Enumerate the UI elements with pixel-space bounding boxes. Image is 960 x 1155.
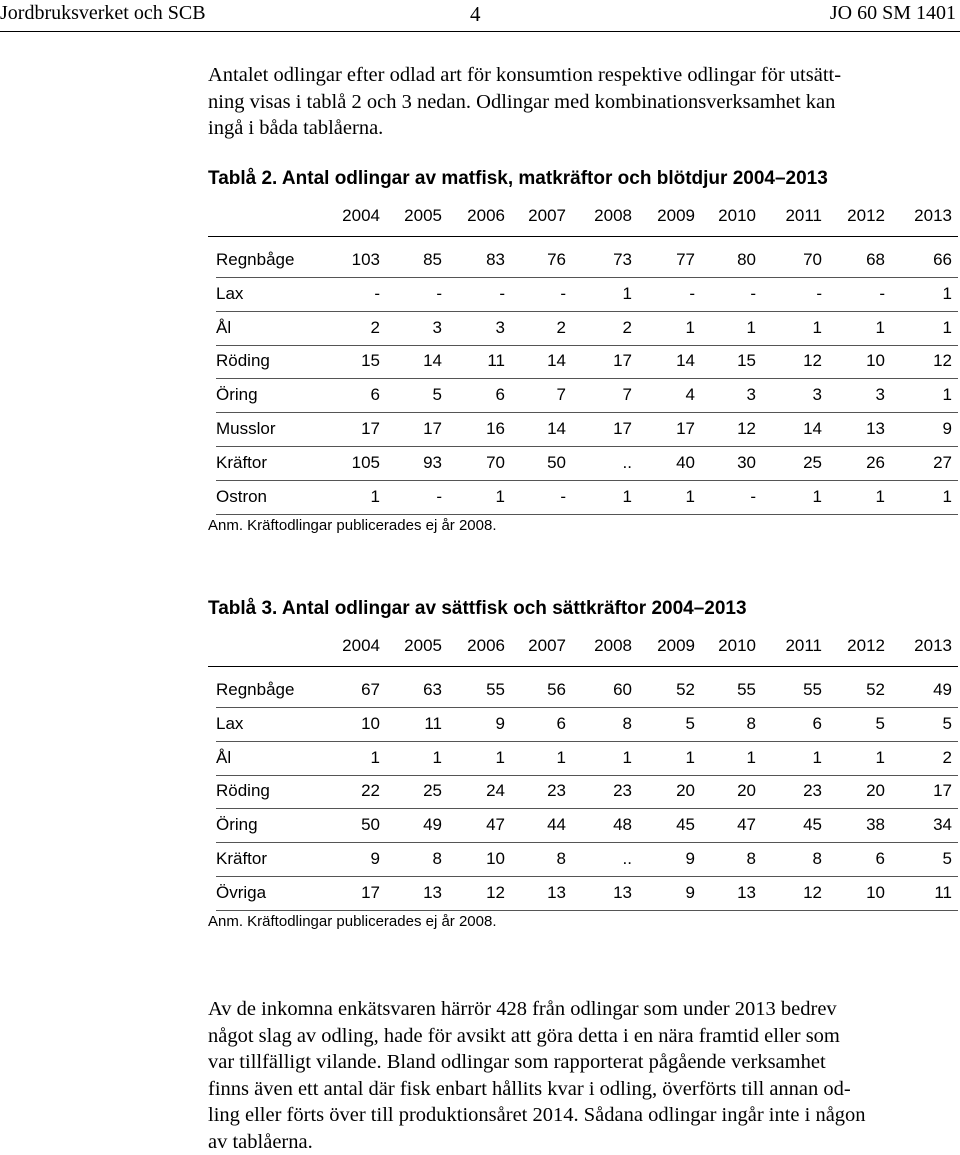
table-cell: 1	[510, 748, 566, 768]
table-cell: 17	[576, 351, 632, 371]
table-cell: 14	[510, 351, 566, 371]
table-cell: 7	[510, 385, 566, 405]
row-label: Röding	[216, 351, 270, 371]
row-label: Ostron	[216, 487, 267, 507]
closing-line: något slag av odling, hade för avsikt att göra detta i en nära framtid eller som	[208, 1023, 928, 1050]
header-publisher: Jordbruksverket och SCB	[0, 2, 206, 25]
table-cell: 15	[700, 351, 756, 371]
table-cell: 3	[700, 385, 756, 405]
table2-note: Anm. Kräftodlingar publicerades ej år 2008.	[208, 517, 497, 534]
table-cell: 55	[700, 680, 756, 700]
year-header-cell: 2013	[896, 206, 952, 226]
year-header-cell: 2011	[766, 636, 822, 656]
table-cell: 63	[386, 680, 442, 700]
intro-line: ning visas i tablå 2 och 3 nedan. Odlingar med kombinationsverksamhet kan	[208, 89, 928, 116]
table-cell: 1	[576, 748, 632, 768]
table-cell: 6	[449, 385, 505, 405]
year-header-cell: 2006	[449, 206, 505, 226]
table-cell: 8	[510, 849, 566, 869]
year-header-cell: 2005	[386, 636, 442, 656]
table-cell: 1	[700, 318, 756, 338]
year-header-cell: 2012	[829, 206, 885, 226]
table3	[208, 630, 958, 915]
table-cell: 6	[510, 714, 566, 734]
table-cell: 49	[386, 815, 442, 835]
table-cell: ..	[576, 849, 632, 869]
table-cell: 1	[386, 748, 442, 768]
row-label: Musslor	[216, 419, 276, 439]
table-cell: 8	[576, 714, 632, 734]
table-row	[208, 282, 958, 315]
year-header-cell: 2006	[449, 636, 505, 656]
year-header-cell: 2004	[324, 636, 380, 656]
year-header-cell: 2009	[639, 206, 695, 226]
table-cell: 73	[576, 250, 632, 270]
year-header-cell: 2010	[700, 206, 756, 226]
intro-line: Antalet odlingar efter odlad art för konsumtion respektive odlingar för utsätt-	[208, 62, 928, 89]
table-cell: 47	[449, 815, 505, 835]
table-cell: 70	[766, 250, 822, 270]
table-cell: 1	[896, 385, 952, 405]
table-cell: 7	[576, 385, 632, 405]
row-rule	[216, 707, 958, 708]
table-cell: 2	[576, 318, 632, 338]
row-label: Ål	[216, 748, 231, 768]
closing-paragraph	[208, 996, 928, 1155]
table-cell: 103	[324, 250, 380, 270]
table-cell: 1	[324, 748, 380, 768]
table-cell: 5	[829, 714, 885, 734]
table-cell: 10	[449, 849, 505, 869]
table-cell: -	[829, 284, 885, 304]
row-label: Regnbåge	[216, 250, 294, 270]
table-cell: 1	[639, 748, 695, 768]
table-cell: 52	[639, 680, 695, 700]
table-cell: 34	[896, 815, 952, 835]
table-row	[208, 316, 958, 349]
table-cell: 9	[639, 849, 695, 869]
row-rule	[216, 808, 958, 809]
table-cell: 8	[700, 849, 756, 869]
table-cell: 17	[576, 419, 632, 439]
table-cell: 2	[510, 318, 566, 338]
table-cell: 80	[700, 250, 756, 270]
table-cell: 55	[766, 680, 822, 700]
table-cell: 1	[639, 318, 695, 338]
row-label: Lax	[216, 284, 243, 304]
year-header-cell: 2013	[896, 636, 952, 656]
table-row	[208, 383, 958, 416]
table-row	[208, 349, 958, 382]
table-cell: 1	[576, 487, 632, 507]
table-cell: 23	[576, 781, 632, 801]
table-row	[208, 847, 958, 880]
row-rule	[216, 775, 958, 776]
table-cell: 9	[449, 714, 505, 734]
table-row	[208, 451, 958, 484]
table-cell: 60	[576, 680, 632, 700]
table-cell: 6	[324, 385, 380, 405]
table-cell: 14	[386, 351, 442, 371]
table-cell: 13	[510, 883, 566, 903]
row-label: Övriga	[216, 883, 266, 903]
table-cell: 26	[829, 453, 885, 473]
table-cell: 1	[449, 748, 505, 768]
table-cell: -	[700, 284, 756, 304]
table-cell: 17	[324, 883, 380, 903]
table-cell: 66	[896, 250, 952, 270]
header-report-id: JO 60 SM 1401	[830, 2, 956, 25]
year-header-cell: 2011	[766, 206, 822, 226]
table-row	[208, 678, 958, 711]
row-label: Kräftor	[216, 849, 267, 869]
table-cell: -	[324, 284, 380, 304]
row-rule	[216, 378, 958, 379]
closing-line: var tillfälligt vilande. Bland odlingar som rapporterat pågående verksamhet	[208, 1049, 928, 1076]
table-cell: 55	[449, 680, 505, 700]
table-cell: 3	[829, 385, 885, 405]
page-header	[0, 0, 960, 30]
row-label: Öring	[216, 385, 258, 405]
table-cell: -	[510, 284, 566, 304]
year-header-cell: 2007	[510, 206, 566, 226]
year-header-row	[208, 200, 958, 230]
table-cell: 45	[766, 815, 822, 835]
table-cell: 23	[766, 781, 822, 801]
table-cell: 9	[639, 883, 695, 903]
table-cell: 70	[449, 453, 505, 473]
table-cell: 5	[386, 385, 442, 405]
table-cell: 11	[896, 883, 952, 903]
table-cell: 1	[576, 284, 632, 304]
table-cell: 1	[829, 318, 885, 338]
table-cell: 40	[639, 453, 695, 473]
table-row	[208, 881, 958, 914]
header-rule	[0, 31, 960, 32]
table-cell: 27	[896, 453, 952, 473]
table-cell: 16	[449, 419, 505, 439]
row-label: Kräftor	[216, 453, 267, 473]
table-cell: 47	[700, 815, 756, 835]
table-cell: -	[386, 487, 442, 507]
table-cell: 13	[829, 419, 885, 439]
table-cell: 1	[766, 318, 822, 338]
table-cell: 83	[449, 250, 505, 270]
table-cell: -	[386, 284, 442, 304]
table-cell: 14	[510, 419, 566, 439]
table-cell: 76	[510, 250, 566, 270]
table-cell: 15	[324, 351, 380, 371]
table-row	[208, 485, 958, 518]
row-rule	[216, 446, 958, 447]
closing-line: Av de inkomna enkätsvaren härrör 428 från odlingar som under 2013 bedrev	[208, 996, 928, 1023]
table-cell: 50	[510, 453, 566, 473]
table-cell: 10	[829, 883, 885, 903]
table-cell: 5	[896, 714, 952, 734]
table-cell: 1	[896, 318, 952, 338]
table-cell: -	[639, 284, 695, 304]
table-row	[208, 813, 958, 846]
row-rule	[216, 277, 958, 278]
table-cell: 10	[324, 714, 380, 734]
table-cell: ..	[576, 453, 632, 473]
year-header-cell: 2009	[639, 636, 695, 656]
table-cell: 12	[766, 883, 822, 903]
row-rule	[216, 480, 958, 481]
table-cell: 20	[829, 781, 885, 801]
table-cell: 50	[324, 815, 380, 835]
table-cell: 11	[449, 351, 505, 371]
year-header-cell: 2012	[829, 636, 885, 656]
row-label: Regnbåge	[216, 680, 294, 700]
table-row	[208, 746, 958, 779]
table-row	[208, 248, 958, 281]
row-rule	[216, 876, 958, 877]
table-cell: 13	[700, 883, 756, 903]
table-row	[208, 779, 958, 812]
table-cell: 1	[829, 487, 885, 507]
header-rule	[208, 666, 958, 667]
table-row	[208, 417, 958, 450]
table-cell: 12	[766, 351, 822, 371]
table-cell: 20	[700, 781, 756, 801]
table-cell: 3	[386, 318, 442, 338]
table-cell: 3	[449, 318, 505, 338]
table-cell: 9	[324, 849, 380, 869]
table-cell: 17	[639, 419, 695, 439]
table-cell: 25	[386, 781, 442, 801]
table-cell: 8	[386, 849, 442, 869]
table-cell: 1	[896, 284, 952, 304]
table-cell: 3	[766, 385, 822, 405]
table-cell: 56	[510, 680, 566, 700]
table-cell: 48	[576, 815, 632, 835]
table-row	[208, 712, 958, 745]
table-cell: 30	[700, 453, 756, 473]
table-cell: 6	[829, 849, 885, 869]
table-cell: -	[766, 284, 822, 304]
year-header-cell: 2008	[576, 206, 632, 226]
table-cell: 23	[510, 781, 566, 801]
table3-note: Anm. Kräftodlingar publicerades ej år 2008.	[208, 913, 497, 930]
row-rule	[216, 345, 958, 346]
table-cell: 20	[639, 781, 695, 801]
table-cell: 10	[829, 351, 885, 371]
table-cell: 93	[386, 453, 442, 473]
table-cell: 14	[639, 351, 695, 371]
closing-line: finns även ett antal där fisk enbart hållits kvar i odling, överförts till annan od-	[208, 1076, 928, 1103]
header-rule	[208, 236, 958, 237]
table-cell: 67	[324, 680, 380, 700]
table-cell: 4	[639, 385, 695, 405]
table-cell: 1	[700, 748, 756, 768]
table-cell: 17	[386, 419, 442, 439]
table-cell: 17	[324, 419, 380, 439]
table-cell: 68	[829, 250, 885, 270]
table2-title: Tablå 2. Antal odlingar av matfisk, matkräftor och blötdjur 2004–2013	[208, 168, 828, 190]
table-cell: 49	[896, 680, 952, 700]
year-header-row	[208, 630, 958, 660]
table-cell: 8	[700, 714, 756, 734]
closing-line: ling eller förts över till produktionsåret 2014. Sådana odlingar ingår inte i någon	[208, 1102, 928, 1129]
intro-paragraph	[208, 62, 928, 142]
table-cell: 5	[896, 849, 952, 869]
row-label: Öring	[216, 815, 258, 835]
table-cell: -	[700, 487, 756, 507]
row-rule	[216, 910, 958, 911]
intro-line: ingå i båda tablåerna.	[208, 115, 928, 142]
table3-title: Tablå 3. Antal odlingar av sättfisk och sättkräftor 2004–2013	[208, 598, 747, 620]
table-cell: 12	[700, 419, 756, 439]
table-cell: 1	[766, 748, 822, 768]
table-cell: 1	[449, 487, 505, 507]
table-cell: 13	[386, 883, 442, 903]
year-header-cell: 2004	[324, 206, 380, 226]
table-cell: 52	[829, 680, 885, 700]
year-header-cell: 2005	[386, 206, 442, 226]
row-rule	[216, 311, 958, 312]
table-cell: 1	[829, 748, 885, 768]
table-cell: 77	[639, 250, 695, 270]
table-cell: 14	[766, 419, 822, 439]
table-cell: 45	[639, 815, 695, 835]
row-label: Lax	[216, 714, 243, 734]
year-header-cell: 2007	[510, 636, 566, 656]
table-cell: 6	[766, 714, 822, 734]
row-label: Ål	[216, 318, 231, 338]
row-rule	[216, 514, 958, 515]
table-cell: 1	[766, 487, 822, 507]
table-cell: 17	[896, 781, 952, 801]
table-cell: 2	[324, 318, 380, 338]
table-cell: 22	[324, 781, 380, 801]
table-cell: 38	[829, 815, 885, 835]
table-cell: 25	[766, 453, 822, 473]
table-cell: 44	[510, 815, 566, 835]
table-cell: 9	[896, 419, 952, 439]
table-cell: 105	[324, 453, 380, 473]
table-cell: 5	[639, 714, 695, 734]
table-cell: 12	[896, 351, 952, 371]
table-cell: -	[510, 487, 566, 507]
table-cell: 12	[449, 883, 505, 903]
row-rule	[216, 412, 958, 413]
table-cell: 13	[576, 883, 632, 903]
table-cell: 2	[896, 748, 952, 768]
table-cell: 11	[386, 714, 442, 734]
table-cell: 24	[449, 781, 505, 801]
table-cell: 1	[896, 487, 952, 507]
table-cell: -	[449, 284, 505, 304]
closing-line: av tablåerna.	[208, 1129, 928, 1155]
year-header-cell: 2008	[576, 636, 632, 656]
page-number: 4	[470, 2, 481, 27]
year-header-cell: 2010	[700, 636, 756, 656]
row-label: Röding	[216, 781, 270, 801]
row-rule	[216, 842, 958, 843]
table2	[208, 200, 958, 520]
table-cell: 1	[639, 487, 695, 507]
table-cell: 1	[324, 487, 380, 507]
table-cell: 8	[766, 849, 822, 869]
row-rule	[216, 741, 958, 742]
table-cell: 85	[386, 250, 442, 270]
